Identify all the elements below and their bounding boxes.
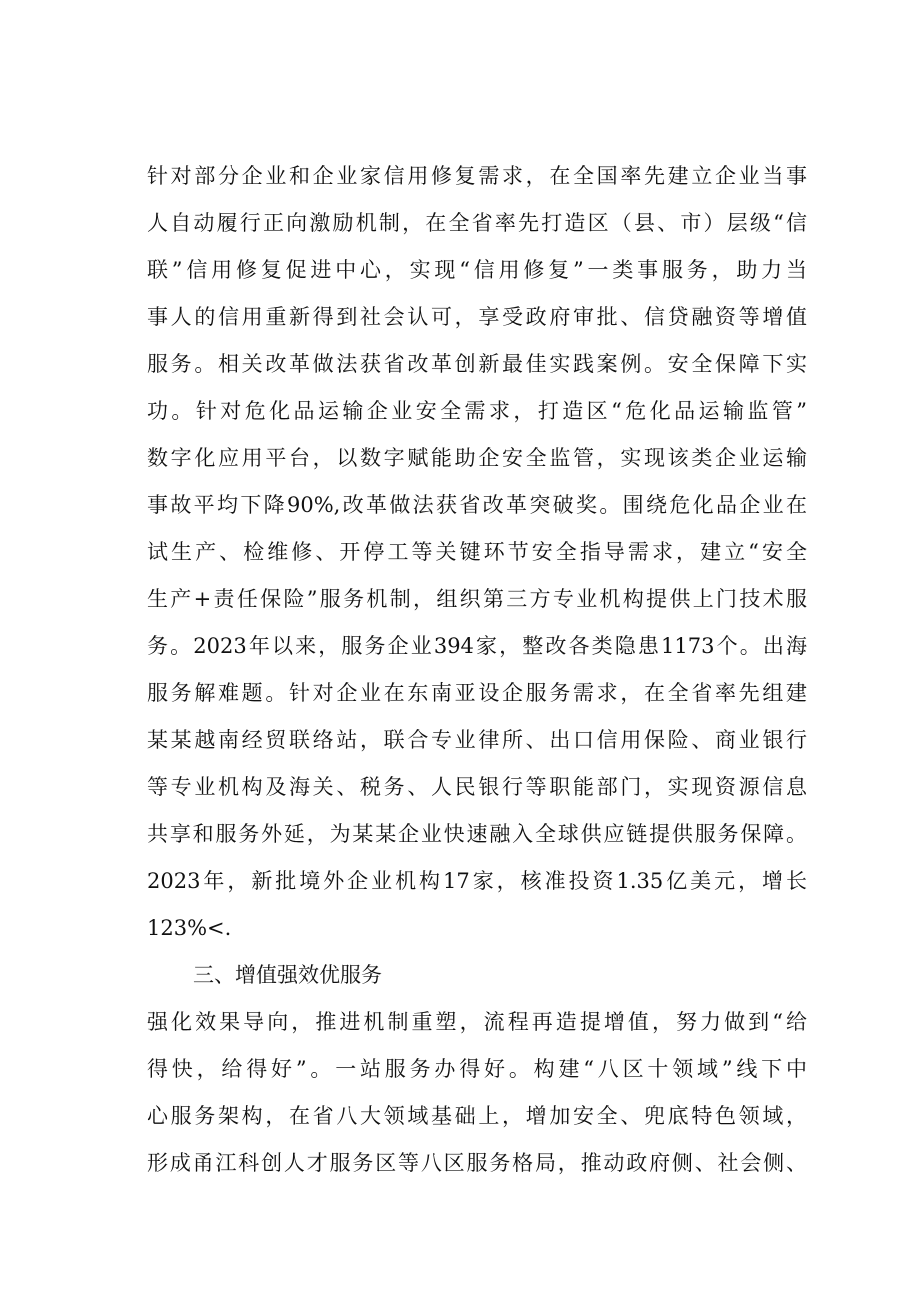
text-line: 人自动履行正向激励机制，在全省率先打造区（县、市）层级“信 [147,211,807,235]
text-line: 针对部分企业和企业家信用修复需求，在全国率先建立企业当事 [147,164,807,188]
text-line: 功。针对危化品运输企业安全需求，打造区“危化品运输监管” [147,399,807,423]
text-line: 共享和服务外延，为某某企业快速融入全球供应链提供服务保障。 [147,822,807,846]
text-line: 服务。相关改革做法获省改革创新最佳实践案例。安全保障下实 [147,352,807,376]
text-line: 等专业机构及海关、税务、人民银行等职能部门，实现资源信息 [147,775,807,799]
text-line: 服务解难题。针对企业在东南亚设企服务需求，在全省率先组建 [147,681,807,705]
text-line: 123%<. [147,916,232,940]
text-line: 得快，给得好”。一站服务办得好。构建“八区十领域”线下中 [147,1057,807,1081]
text-line: 联”信用修复促进中心，实现“信用修复”一类事服务，助力当 [147,258,807,282]
paragraph-continued [147,153,807,952]
text-line: 事故平均下降90%,改革做法获省改革突破奖。围绕危化品企业在 [147,493,807,517]
text-line: 强化效果导向，推进机制重塑，流程再造提增值，努力做到“给 [147,1010,807,1034]
text-line: 数字化应用平台，以数字赋能助企安全监管，实现该类企业运输 [147,446,807,470]
text-line: 2023年，新批境外企业机构17家，核准投资1.35亿美元，增长 [147,869,807,893]
text-line: 事人的信用重新得到社会认可，享受政府审批、信贷融资等增值 [147,305,807,329]
text-line: 心服务架构，在省八大领域基础上，增加安全、兜底特色领域， [147,1104,807,1128]
text-line: 务。2023年以来，服务企业394家，整改各类隐患1173个。出海 [147,634,807,658]
section-heading: 三、增值强效优服务 [193,963,382,987]
text-line: 试生产、检维修、开停工等关键环节安全指导需求，建立“安全 [147,540,807,564]
text-line: 某某越南经贸联络站，联合专业律所、出口信用保险、商业银行 [147,728,807,752]
document-body [147,153,807,1187]
text-line: 生产+责任保险”服务机制，组织第三方专业机构提供上门技术服 [147,587,807,611]
text-line: 形成甬江科创人才服务区等八区服务格局，推动政府侧、社会侧、 [147,1151,807,1175]
paragraph [147,999,807,1187]
